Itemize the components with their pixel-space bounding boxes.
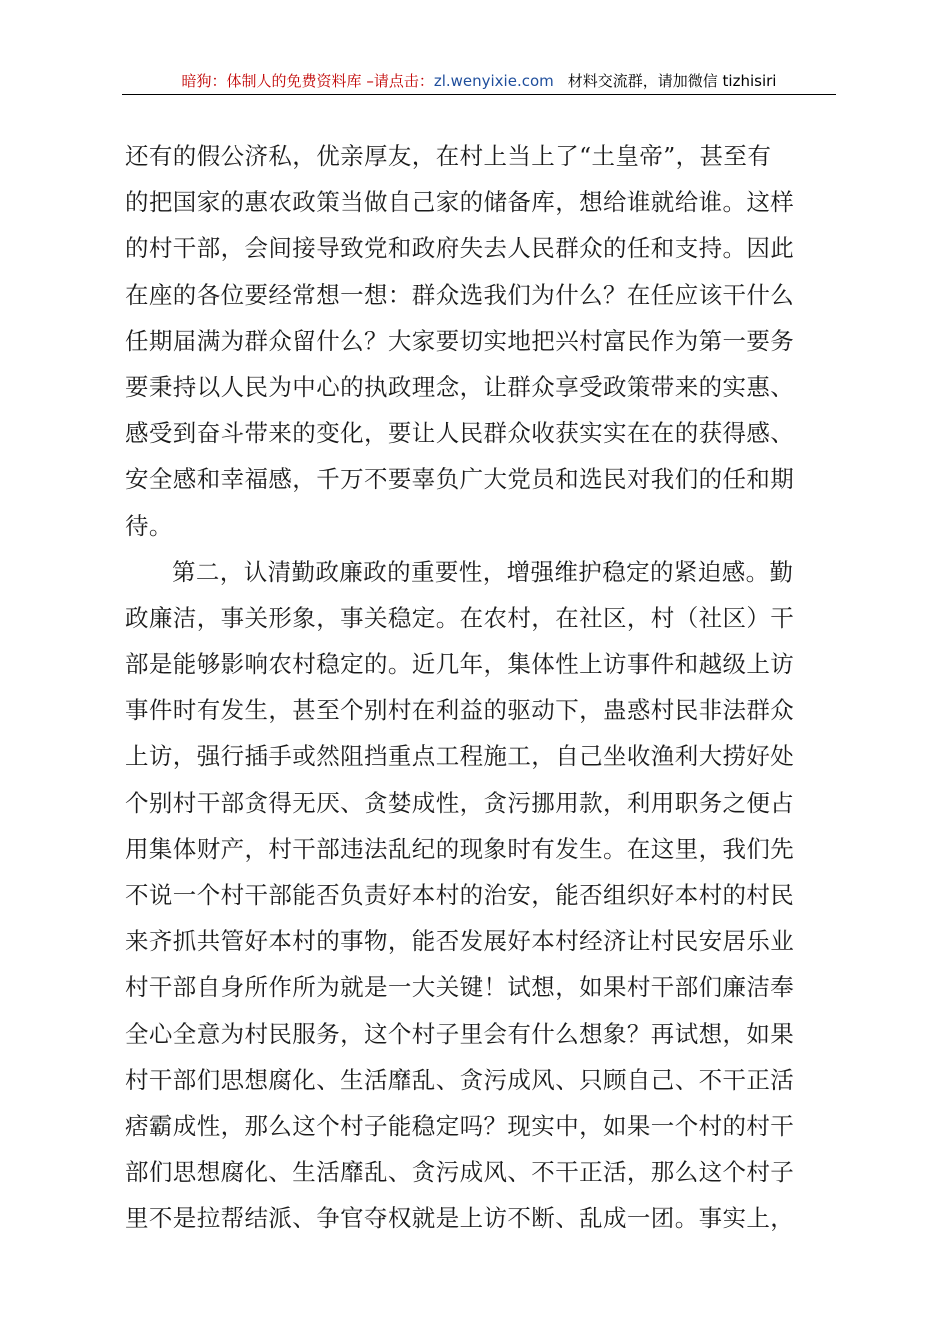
header-separator: –请点击： (361, 72, 434, 90)
text-line: 来齐抓共管好本村的事物，能否发展好本村经济让村民安居乐业 (125, 927, 795, 956)
text-line: 部们思想腐化、生活靡乱、贪污成风、不干正活，那么这个村子 (125, 1158, 795, 1187)
text-line: 在座的各位要经常想一想：群众选我们为什么？在任应该干什么 (125, 280, 795, 309)
text-line: 感受到奋斗带来的变化，要让人民群众收获实实在在的获得感、 (125, 419, 795, 448)
header-brand: 暗狗：体制人的免费资料库 (181, 72, 362, 90)
text-line: 上访，强行插手或然阻挡重点工程施工，自己坐收渔利大捞好处 (125, 742, 795, 771)
text-line: 个别村干部贪得无厌、贪婪成性，贪污挪用款，利用职务之便占 (125, 788, 795, 817)
text-line: 政廉洁，事关形象，事关稳定。在农村，在社区，村（社区）干 (125, 603, 795, 632)
text-line: 全心全意为村民服务，这个村子里会有什么想象？再试想，如果 (125, 1019, 795, 1048)
text-line: 痞霸成性，那么这个村子能稳定吗？现实中，如果一个村的村干 (125, 1111, 795, 1140)
text-line: 村干部自身所作所为就是一大关键！试想，如果村干部们廉洁奉 (125, 973, 795, 1002)
text-line: 不说一个村干部能否负责好本村的治安，能否组织好本村的村民 (125, 881, 795, 909)
header-group-info: 材料交流群，请加微信 tizhisiri (567, 72, 777, 90)
paragraph-start-line: 第二，认清勤政廉政的重要性，增强维护稳定的紧迫感。勤 (172, 557, 794, 586)
text-line: 还有的假公济私，优亲厚友，在村上当上了“土皇帝”，甚至有 (125, 142, 772, 170)
text-line: 村干部们思想腐化、生活靡乱、贪污成风、只顾自己、不干正活 (125, 1065, 795, 1094)
text-line: 任期届满为群众留什么？大家要切实地把兴村富民作为第一要务 (125, 326, 795, 355)
text-line: 要秉持以人民为中心的执政理念，让群众享受政策带来的实惠、 (125, 372, 795, 401)
text-line: 里不是拉帮结派、争官夺权就是上访不断、乱成一团。事实上， (125, 1204, 795, 1233)
text-line: 待。 (125, 511, 173, 540)
page-header (122, 70, 836, 92)
document-body (125, 133, 837, 1242)
text-line: 安全感和幸福感，千万不要辜负广大党员和选民对我们的任和期 (125, 465, 795, 494)
header-divider (122, 94, 836, 95)
text-line: 的村干部，会间接导致党和政府失去人民群众的任和支持。因此 (125, 234, 795, 263)
text-line: 用集体财产，村干部违法乱纪的现象时有发生。在这里，我们先 (125, 834, 795, 863)
text-line: 的把国家的惠农政策当做自己家的储备库，想给谁就给谁。这样 (125, 188, 795, 217)
text-line: 部是能够影响农村稳定的。近几年，集体性上访事件和越级上访 (125, 650, 795, 679)
header-url-link[interactable]: zl.wenyixie.com (433, 72, 554, 90)
text-line: 事件时有发生，甚至个别村在利益的驱动下，蛊惑村民非法群众 (125, 696, 795, 725)
